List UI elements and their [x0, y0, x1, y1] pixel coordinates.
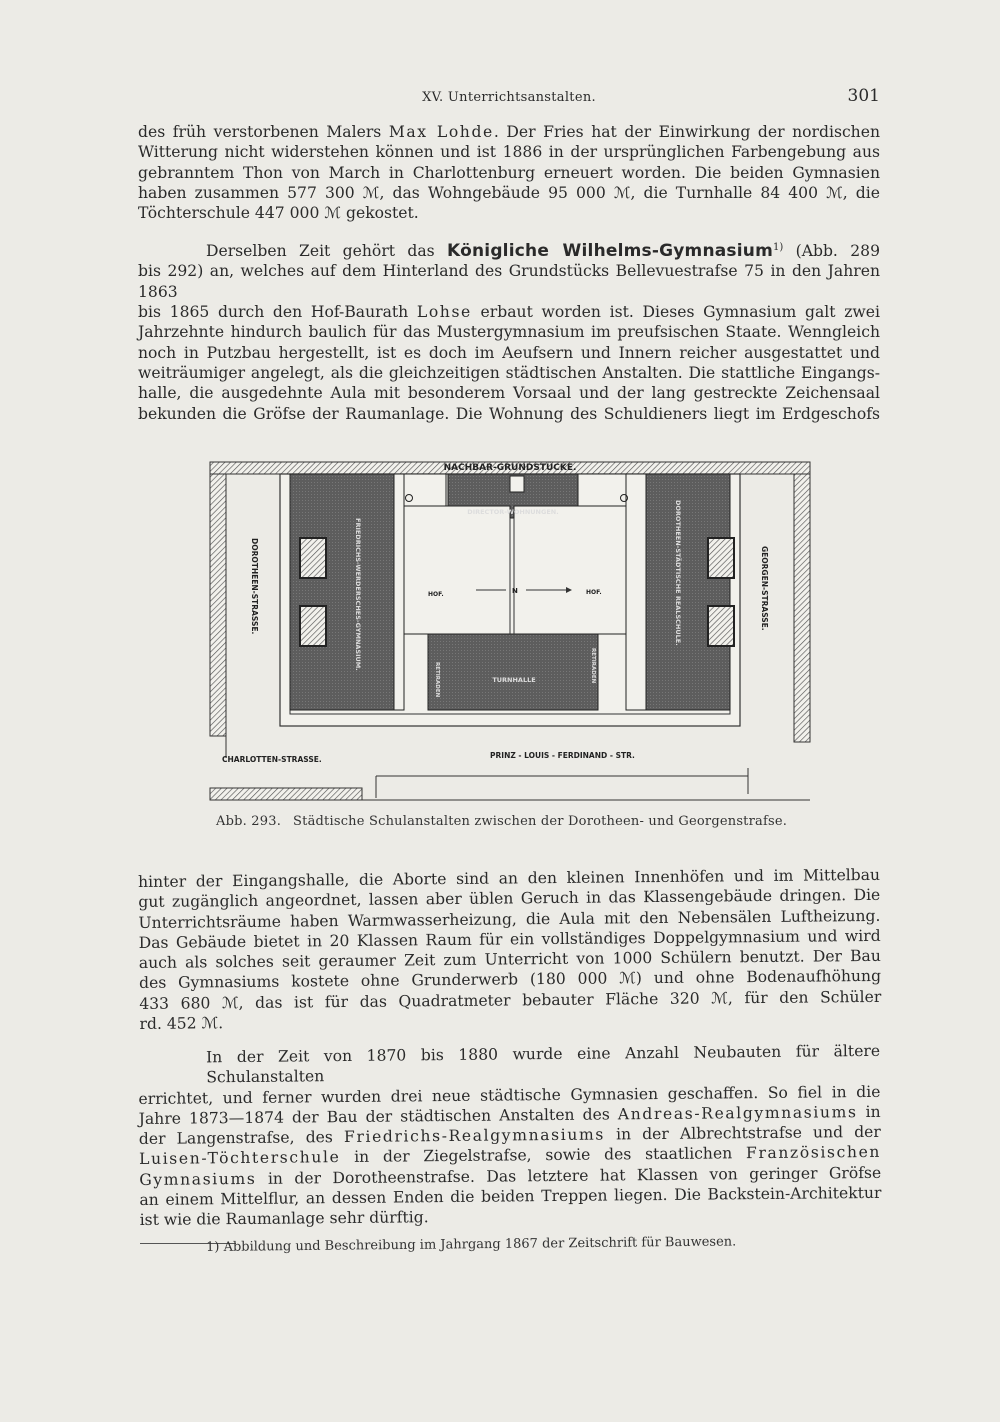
person-name: Max Lohde	[388, 123, 494, 141]
figure-caption-text: Städtische Schulanstalten zwischen der Dorotheen- und Georgenstrafse.	[293, 814, 788, 829]
text-run: in der Dorotheenstrafse. Das letztere hat Klassen von geringer Gröfse	[256, 1163, 882, 1188]
label-hof-right: HOF.	[586, 589, 602, 596]
text-line: Töchterschule 447 000 ℳ gekostet.	[138, 204, 419, 223]
text-line: halle, die ausgedehnte Aula mit besonderem Vorsaal und der lang gestreckte Zeichensaal	[138, 384, 880, 403]
label-east-street: GEORGEN-STRASSE.	[760, 546, 769, 631]
text-run: des früh verstorbenen Malers	[138, 123, 389, 141]
text-line	[138, 302, 880, 322]
label-director: DIRECTOR-WOHNUNGEN.	[467, 508, 559, 516]
paragraph-1	[138, 122, 880, 223]
figure-number: Abb. 293.	[216, 814, 282, 829]
text-run: erbaut worden ist. Dieses Gymnasium galt zwei	[471, 303, 880, 322]
text-line	[138, 238, 880, 261]
label-southwest-street: CHARLOTTEN-STRASSE.	[222, 755, 322, 764]
text-line: haben zusammen 577 300 ℳ, das Wohngebäude 95 000 ℳ, die Turnhalle 84 400 ℳ, die	[138, 183, 880, 202]
text-line: bis 292) an, welches auf dem Hinterland des Grundstücks Bellevuestrafse 75 in den Jahren 1863	[138, 262, 880, 301]
school-name: Gymnasiums	[139, 1169, 257, 1189]
text-line: gebranntem Thon von March in Charlottenburg erneuert worden. Die beiden Gymnasien	[138, 163, 880, 182]
text-line: hinter der Eingangshalle, die Aborte sind an den kleinen Innenhöfen und im Mittelbau	[138, 865, 881, 891]
label-hof-left: HOF.	[428, 591, 444, 598]
text-line: auch als solches seit geraumer Zeit zum Unterricht von 1000 Schülern benutzt. Der Bau	[138, 947, 881, 973]
site-plan-drawing	[206, 458, 816, 804]
text-line: noch in Putzbau hergestellt, ist es doch im Aeufsern und Innern reicher ausgestattet und	[138, 343, 880, 362]
label-south-street: PRINZ - LOUIS - FERDINAND - STR.	[490, 751, 635, 760]
text-line: gut zugänglich angeordnet, lassen aber üblen Geruch in das Klassengebäude dringen. Die	[138, 886, 881, 912]
school-name: Königliche Wilhelms-Gymnasium	[447, 241, 773, 262]
text-line: ist wie die Raumanlage sehr dürftig.	[139, 1208, 429, 1230]
school-name: Französischen	[745, 1143, 882, 1163]
text-run: der Langenstrafse, des	[138, 1128, 345, 1149]
school-name: Luisen-Töchterschule	[138, 1148, 341, 1169]
text-line: des Gymnasiums kostete ohne Grunderwerb (180 000 ℳ) und ohne Bodenaufhöhung	[138, 967, 882, 993]
school-name: Andreas-Realgymnasiums	[617, 1102, 858, 1124]
text-run: Derselben Zeit gehört das	[206, 242, 448, 261]
running-header	[138, 86, 880, 110]
paragraph-3	[138, 865, 882, 1034]
paragraph-2	[138, 238, 880, 424]
text-run: bis 1865 durch den Hof-Baurath	[138, 303, 417, 322]
paragraph-4	[138, 1041, 882, 1231]
text-line: Jahrzehnte hindurch baulich für das Mustergymnasium im preufsischen Staate. Wenngleich	[138, 323, 880, 342]
text-line: Witterung nicht widerstehen können und ist 1886 in der ursprünglichen Farbengebung aus	[138, 143, 880, 162]
text-line: weiträumiger angelegt, als die gleichzeitigen städtischen Anstalten. Die stattliche Eingangs-	[138, 363, 880, 382]
label-north: NACHBAR-GRUNDSTÜCKE.	[443, 463, 577, 473]
text-line: 433 680 ℳ, das ist für das Quadratmeter bebauter Fläche 320 ℳ, für den Schüler	[139, 987, 882, 1013]
text-run: in der Ziegelstrafse, sowie des staatlichen	[340, 1144, 747, 1167]
label-retirade-left: RETIRADEN	[434, 662, 440, 698]
figure-caption	[216, 814, 816, 829]
text-line: errichtet, und ferner wurden drei neue städtische Gymnasien geschaffen. So fiel in die	[138, 1082, 881, 1108]
text-line: Unterrichtsräume haben Warmwasserheizung, die Aula mit den Nebensälen Luftheizung.	[138, 906, 881, 932]
text-run: in der Albrechtstrafse und der	[604, 1123, 881, 1144]
text-line: an einem Mittelflur, an dessen Enden die beiden Treppen liegen. Die Backstein-Architektur	[139, 1183, 882, 1210]
label-retirade-right: RETIRADEN	[590, 648, 596, 684]
text-line: In der Zeit von 1870 bis 1880 wurde eine Anzahl Neubauten für ältere Schulanstalten	[206, 1041, 881, 1087]
footnote-marker: 1)	[773, 242, 784, 253]
running-title: XV. Unterrichtsanstalten.	[422, 90, 596, 105]
label-north-arrow: N	[512, 587, 518, 595]
text-line: Das Gebäude bietet in 20 Klassen Raum für ein vollständiges Doppelgymnasium und wird	[138, 926, 881, 952]
text-line: bekunden die Gröfse der Raumanlage. Die Wohnung des Schuldieners liegt im Erdgeschofs	[138, 404, 880, 423]
label-west-street: DOROTHEEN-STRASSE.	[250, 538, 259, 635]
text-line: rd. 452 ℳ.	[139, 1014, 224, 1034]
site-plan-figure	[206, 458, 816, 804]
page-number: 301	[847, 86, 880, 106]
label-left-gymnasium: FRIEDRICHS-WERDERSCHES-GYMNASIUM.	[354, 518, 362, 671]
person-name: Lohse	[416, 303, 472, 322]
school-name: Friedrichs-Realgymnasiums	[343, 1125, 606, 1147]
footnote: 1) Abbildung und Beschreibung im Jahrgang 1867 der Zeitschrift für Bauwesen.	[206, 1234, 737, 1255]
label-right-school: DOROTHEEN-STÄDTISCHE REALSCHULE.	[674, 500, 682, 646]
text-line	[138, 122, 880, 142]
text-run: . Der Fries hat der Einwirkung der nordischen	[493, 123, 880, 141]
text-run: (Abb. 289	[783, 242, 880, 261]
text-run: Jahre 1873—1874 der Bau der städtischen Anstalten des	[138, 1105, 618, 1128]
label-turnhalle: TURNHALLE	[492, 676, 536, 684]
text-run: in	[857, 1102, 881, 1121]
